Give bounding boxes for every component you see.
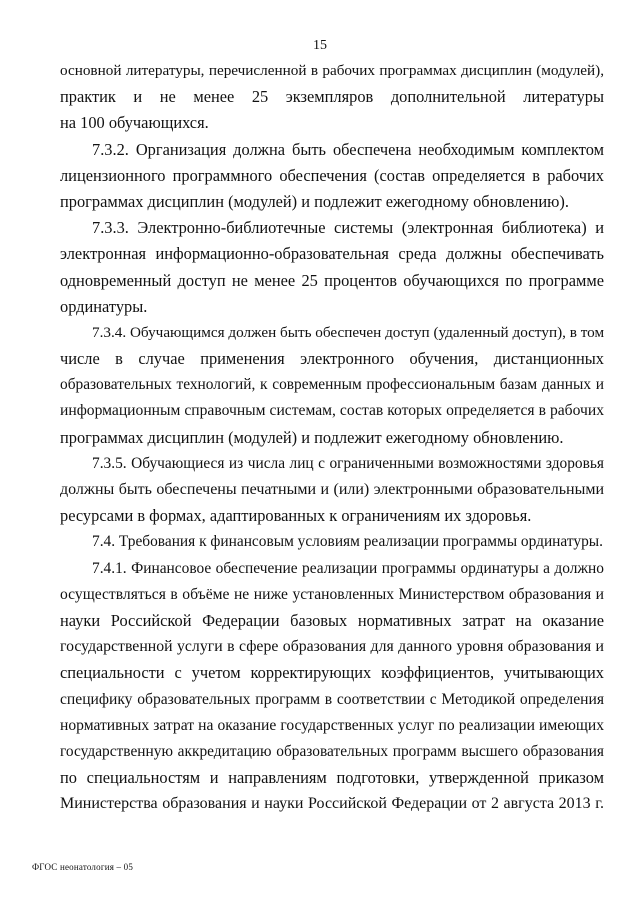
paragraph-7-4-1 <box>60 556 604 818</box>
text-line: образовательных технологий, к современным профессиональным базам данных и <box>60 376 604 394</box>
text-line: ресурсами в формах, адаптированных к ограничениям их здоровья. <box>60 506 532 526</box>
page-number: 15 <box>313 38 327 53</box>
text-line: на 100 обучающихся. <box>60 113 209 133</box>
paragraph-7-3-2 <box>60 137 604 216</box>
text-line: программах дисциплин (модулей) и подлежит ежегодному обновлению). <box>60 191 569 211</box>
text-line: специальности с учетом корректирующих коэффициентов, учитывающих <box>60 663 604 683</box>
text-line: 7.4.1. Финансовое обеспечение реализации программы ординатуры а должно <box>92 559 604 577</box>
text-line: 7.3.5. Обучающиеся из числа лиц с ограниченными возможностями здоровья <box>92 454 604 472</box>
paragraph-7-4 <box>60 529 604 555</box>
text-line: 7.3.3. Электронно-библиотечные системы (электронная библиотека) и <box>92 218 604 238</box>
text-line: государственную аккредитацию образовательных программ высшего образования <box>60 742 604 760</box>
text-line: электронная информационно-образовательная среда должны обеспечивать <box>60 244 604 264</box>
section-heading: 7.4. Требования к финансовым условиям реализации программы ординатуры. <box>92 533 603 551</box>
paragraph-7-3-3 <box>60 215 604 320</box>
text-line: ординатуры. <box>60 296 148 316</box>
text-line: специфику образовательных программ в соответствии с Методикой определения <box>60 690 604 708</box>
text-line: по специальностям и направлениям подготовки, утвержденной приказом <box>60 768 604 788</box>
text-line: практик и не менее 25 экземпляров дополнительной литературы <box>60 87 604 107</box>
body-text <box>60 58 604 817</box>
text-line: числе в случае применения электронного обучения, дистанционных <box>60 349 604 369</box>
text-line: одновременный доступ не менее 25 процентов обучающихся по программе <box>60 270 604 290</box>
paragraph-continuation <box>60 58 604 137</box>
text-line: науки Российской Федерации базовых нормативных затрат на оказание <box>60 610 604 630</box>
text-line: 7.3.4. Обучающимся должен быть обеспечен доступ (удаленный доступ), в том <box>92 323 604 341</box>
document-footer: ФГОС неонатология – 05 <box>32 862 134 872</box>
text-line: лицензионного программного обеспечения (состав определяется в рабочих <box>60 165 604 185</box>
paragraph-7-3-5 <box>60 451 604 530</box>
text-line: осуществляться в объёме не ниже установленных Министерством образования и <box>60 585 604 603</box>
text-line: основной литературы, перечисленной в рабочих программах дисциплин (модулей), <box>60 62 604 79</box>
text-line: информационным справочным системам, состав которых определяется в рабочих <box>60 402 604 420</box>
paragraph-7-3-4 <box>60 320 604 451</box>
text-line: Министерства образования и науки Российской Федерации от 2 августа 2013 г. <box>60 795 604 813</box>
text-line: должны быть обеспечены печатными и (или) электронными образовательными <box>60 481 604 498</box>
text-line: программах дисциплин (модулей) и подлежит ежегодному обновлению. <box>60 427 564 447</box>
text-line: 7.3.2. Организация должна быть обеспечена необходимым комплектом <box>92 139 604 159</box>
text-line: государственной услуги в сфере образования для данного уровня образования и <box>60 638 604 656</box>
text-line: нормативных затрат на оказание государственных услуг по реализации имеющих <box>60 716 604 734</box>
